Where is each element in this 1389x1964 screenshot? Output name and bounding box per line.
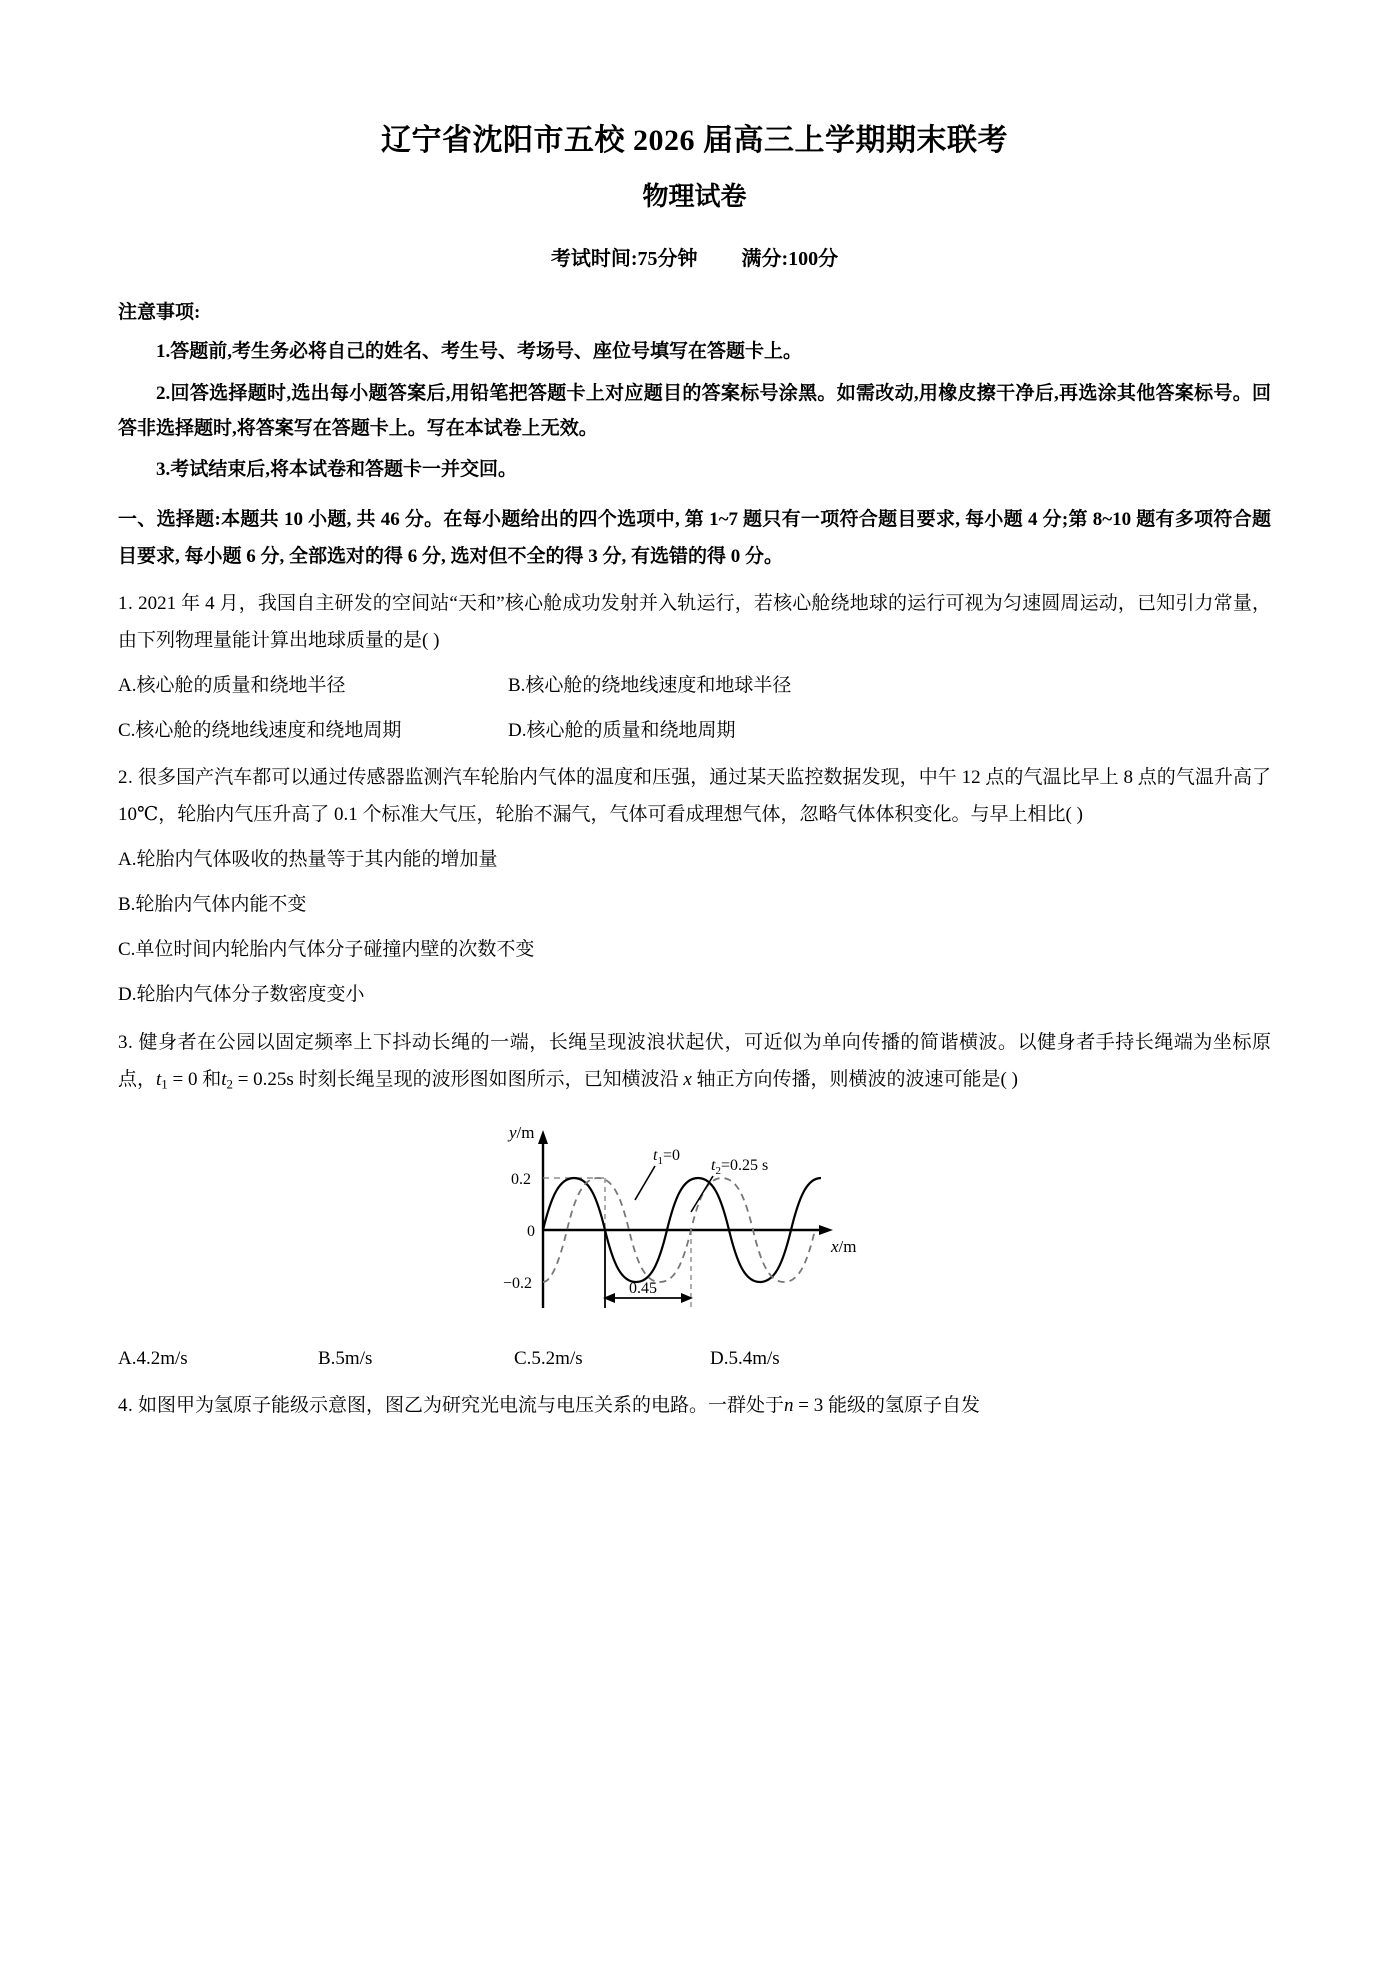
exam-duration: 考试时间:75分钟	[550, 248, 698, 270]
question-3-number: 3.	[118, 1031, 134, 1053]
question-1-option-c[interactable]: C.核心舱的绕地线速度和绕地周期	[118, 720, 402, 742]
question-4-body-part-1: 如图甲为氢原子能级示意图，图乙为研究光电流与电压关系的电路。一群处于	[138, 1394, 785, 1416]
question-3-option-a[interactable]: A.4.2m/s	[118, 1347, 188, 1369]
exam-meta	[118, 244, 1271, 274]
notice-item-1: 1.答题前,考生务必将自己的姓名、考生号、考场号、座位号填写在答题卡上。	[156, 341, 803, 363]
question-1-number: 1.	[118, 593, 134, 615]
question-4-var-n: n	[784, 1394, 794, 1416]
question-1-option-a[interactable]: A.核心舱的质量和绕地半径	[118, 675, 346, 697]
notice-item-2: 2.回答选择题时,选出每小题答案后,用铅笔把答题卡上对应题目的答案标号涂黑。如需改动,用橡皮擦干净后,再选涂其他答案标号。回答非选择题时,将答案写在答题卡上。写在本试卷上无效。	[118, 382, 1271, 439]
x-axis-arrow	[819, 1225, 833, 1235]
question-2-option-c[interactable]: C.单位时间内轮胎内气体分子碰撞内壁的次数不变	[118, 939, 535, 961]
question-3-body-part-2: 轴正方向传播，则横波的波速可能是( )	[696, 1068, 1018, 1090]
notice-heading: 注意事项:	[118, 302, 201, 323]
question-3-var-t2-sub: 2	[226, 1076, 233, 1092]
page-subtitle: 物理试卷	[642, 182, 747, 211]
dimension-label: 0.45	[628, 1279, 657, 1297]
series-leader-t1	[635, 1166, 655, 1200]
question-3-option-b[interactable]: B.5m/s	[318, 1347, 373, 1369]
notice-item-3: 3.考试结束后,将本试卷和答题卡一并交回。	[156, 458, 518, 480]
question-1-stem	[118, 585, 1271, 659]
question-4-stem	[118, 1387, 1271, 1424]
question-3-var-t1: t	[156, 1068, 162, 1090]
question-3-body-part-1: 健身者在公园以固定频率上下抖动长绳的一端，长绳呈现波浪状起伏，可近似为单向传播的简谐横波。以健身者手持长绳端为坐标原点，	[118, 1031, 1272, 1090]
question-3-option-c[interactable]: C.5.2m/s	[514, 1347, 583, 1369]
series-leader-t2	[691, 1176, 713, 1212]
question-3-var-t2: t	[221, 1068, 227, 1090]
question-2-option-b[interactable]: B.轮胎内气体内能不变	[118, 894, 307, 916]
question-3-eq-2: = 0.25s 时刻长绳呈现的波形图如图所示，已知横波沿	[232, 1068, 679, 1090]
question-4-number: 4.	[118, 1394, 134, 1416]
question-4-eq-1: = 3 能级的氢原子自发	[793, 1394, 980, 1416]
question-1-options-row-1	[118, 667, 1271, 704]
wave-diagram	[495, 1112, 895, 1332]
question-1-option-d[interactable]: D.核心舱的质量和绕地周期	[508, 720, 736, 742]
question-3-var-t1-sub: 1	[161, 1076, 168, 1092]
y-tick-0: 0	[526, 1222, 535, 1240]
y-axis-label: y/m	[508, 1122, 534, 1142]
question-2-option-d[interactable]: D.轮胎内气体分子数密度变小	[118, 984, 365, 1006]
question-2-number: 2.	[118, 767, 134, 789]
exam-total-score: 满分:100分	[741, 248, 839, 270]
question-3-stem	[118, 1024, 1271, 1098]
question-3-option-d[interactable]: D.5.4m/s	[710, 1347, 780, 1369]
question-3-var-x: x	[683, 1068, 692, 1090]
question-2-body: 很多国产汽车都可以通过传感器监测汽车轮胎内气体的温度和压强，通过某天监控数据发现，中午 12 点的气温比早上 8 点的气温升高了10℃，轮胎内气压升高了 0.1 个标准大气压，轮胎不漏气，气体可看成理想气体，忽略气体体积变化。与早上相比( )	[118, 767, 1271, 826]
series-label-t1: $t_1=0$	[652, 1146, 680, 1167]
question-1-option-b[interactable]: B.核心舱的绕地线速度和地球半径	[508, 675, 792, 697]
y-axis-arrow	[538, 1130, 548, 1144]
y-tick-0.2: 0.2	[510, 1170, 531, 1188]
question-1-options-row-2	[118, 712, 1271, 749]
question-2-option-a[interactable]: A.轮胎内气体吸收的热量等于其内能的增加量	[118, 849, 498, 871]
series-label-t2: $t_2=0.25$ s	[710, 1156, 768, 1177]
question-3-figure	[118, 1112, 1271, 1332]
x-axis-label: x/m	[830, 1236, 856, 1256]
question-3-eq-1: = 0 和	[167, 1068, 222, 1090]
section-one-heading: 一、选择题:本题共 10 小题, 共 46 分。在每小题给出的四个选项中, 第 1~7 题只有一项符合题目要求, 每小题 4 分;第 8~10 题有多项符合题目要求, 每小题 6 分, 全部选对的得 6 分, 选对但不全的得 3 分, 有选错的得 0 分。	[118, 508, 1271, 567]
page-title: 辽宁省沈阳市五校 2026 届高三上学期期末联考	[381, 124, 1008, 157]
question-1-body: 2021 年 4 月，我国自主研发的空间站“天和”核心舱成功发射并入轨运行，若核心舱绕地球的运行可视为匀速圆周运动，已知引力常量，由下列物理量能计算出地球质量的是( )	[118, 593, 1271, 652]
question-2-stem	[118, 759, 1271, 833]
question-3-options-row	[118, 1340, 1271, 1377]
y-tick-neg0.2: −0.2	[502, 1274, 532, 1292]
